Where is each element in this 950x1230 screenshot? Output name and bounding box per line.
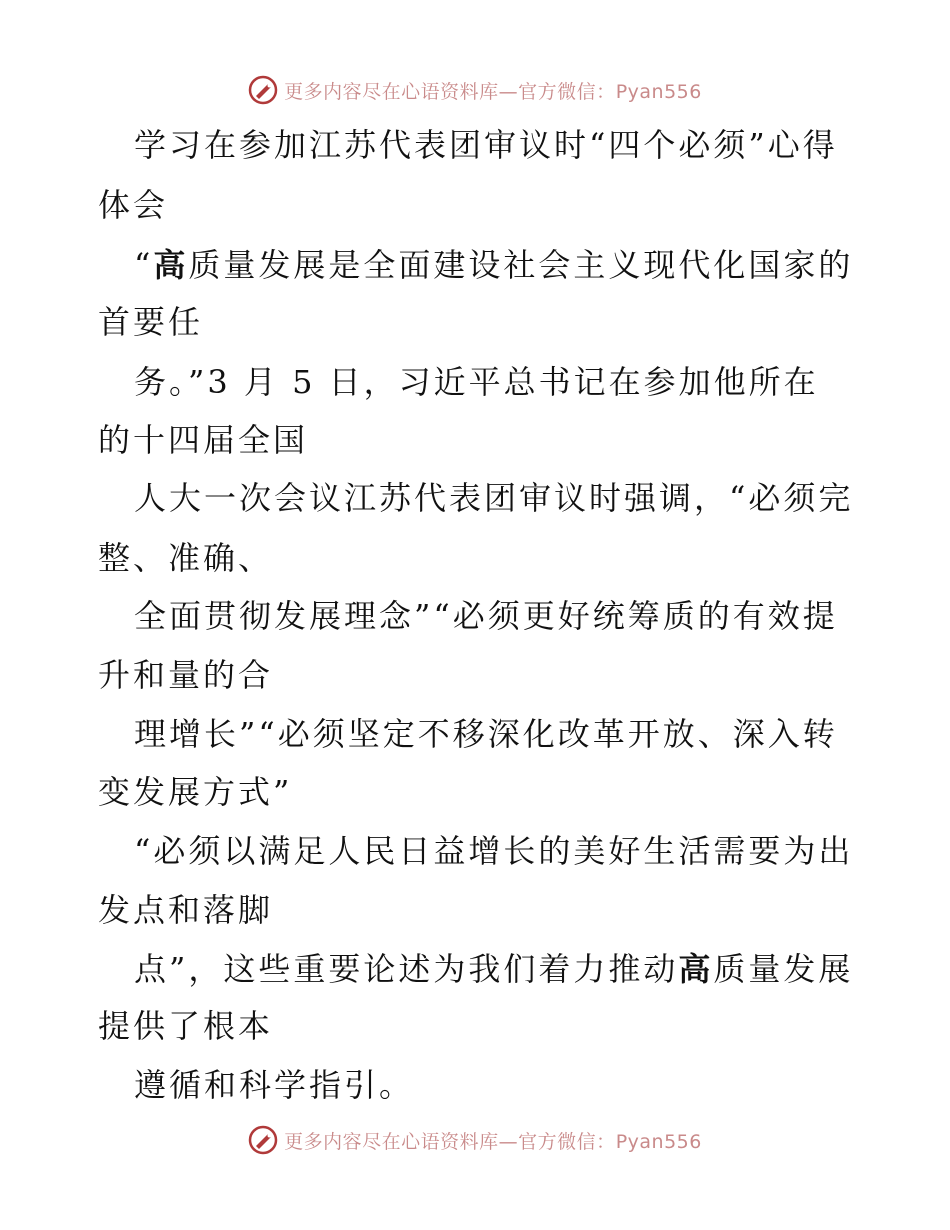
text-line-3 [98, 245, 858, 285]
text-line-15 [98, 949, 858, 989]
text-line-1: 学习在参加江苏代表团审议时“四个必须”心得 [134, 126, 838, 164]
text-line-5: 务。”3 月 5 日，习近平总书记在参加他所在 [134, 363, 819, 401]
footer-dash: — [498, 1130, 519, 1153]
footer-banner [0, 1120, 950, 1160]
header-brand-text: 更多内容尽在心语资料库 [284, 80, 499, 103]
text-line-14: 发点和落脚 [98, 891, 274, 929]
emphasis-gao-2: 高 [678, 950, 714, 988]
text-line-8: 整、准确、 [98, 539, 274, 577]
text-line-11: 理增长”“必须坚定不移深化改革开放、深入转 [134, 715, 838, 753]
footer-brand-text: 更多内容尽在心语资料库 [284, 1130, 499, 1153]
text-line-2: 体会 [98, 186, 169, 224]
text-line-9: 全面贯彻发展理念”“必须更好统筹质的有效提 [134, 597, 838, 635]
text-line-15-end: 质量发展 [713, 950, 854, 988]
text-line-3-rest: 质量发展是全面建设社会主义现代化国家的 [188, 246, 854, 284]
seal-logo-icon [248, 75, 278, 105]
header-text [284, 77, 702, 104]
text-line-10: 升和量的合 [98, 656, 274, 694]
text-line-15-start: 点”，这些重要论述为我们着力推动 [134, 950, 679, 988]
footer-wechat-id: Pyan556 [615, 1130, 702, 1153]
seal-logo-icon [248, 1125, 278, 1155]
text-line-7: 人大一次会议江苏代表团审议时强调，“必须完 [134, 479, 854, 517]
emphasis-gao: 高 [153, 246, 189, 284]
footer-text [284, 1127, 702, 1154]
open-quote: “ [134, 246, 154, 284]
text-line-16: 提供了根本 [98, 1007, 274, 1045]
header-banner [0, 70, 950, 110]
text-line-13: “必须以满足人民日益增长的美好生活需要为出 [134, 832, 854, 870]
header-wechat-label: 官方微信： [518, 80, 616, 103]
text-line-17: 遵循和科学指引。 [134, 1066, 415, 1104]
footer-wechat-label: 官方微信： [518, 1130, 616, 1153]
text-line-6: 的十四届全国 [98, 421, 309, 459]
header-wechat-id: Pyan556 [615, 80, 702, 103]
text-line-12: 变发展方式” [98, 773, 293, 811]
text-line-4: 首要任 [98, 303, 204, 341]
header-dash: — [498, 80, 519, 103]
